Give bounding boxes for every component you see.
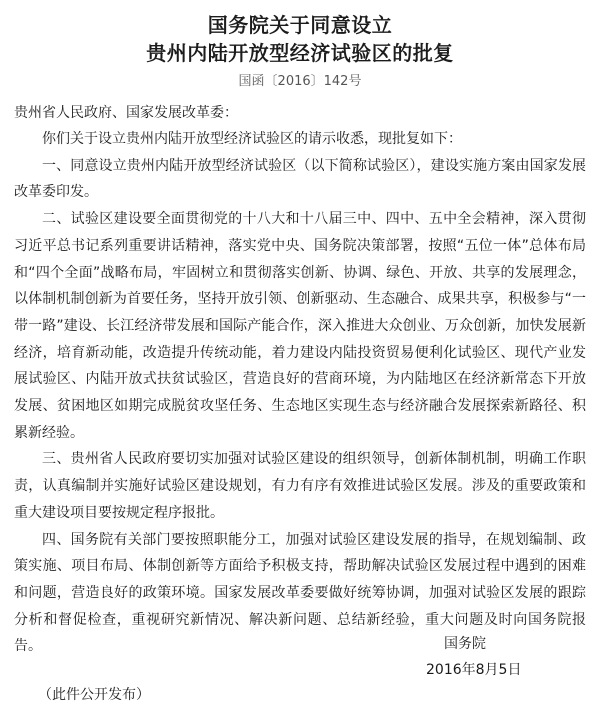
paragraph-intro: 你们关于设立贵州内陆开放型经济试验区的请示收悉，现批复如下：: [42, 131, 462, 147]
document-body: [14, 126, 586, 660]
paragraph-item-3: 三、贵州省人民政府要切实加强对试验区建设的组织领导，创新体制机制，明确工作职责，认真编制并实施好试验区建设规划，有力有序有效推进试验区发展。涉及的重要政策和重大建设项目要按规定程序报批。: [14, 451, 586, 521]
paragraph-item-4: 四、国务院有关部门要按照职能分工，加强对试验区建设发展的指导，在规划编制、政策实施、项目布局、体制创新等方面给予积极支持，帮助解决试验区发展过程中遇到的困难和问题，营造良好的政策环境。国家发展改革委要做好统筹协调，加强对试验区发展的跟踪分析和督促检查，重视研究新情况、解决新问题、总结新经验，重大问题及时向国务院报告。: [14, 531, 586, 655]
publication-note: （此件公开发布）: [38, 687, 150, 703]
document-number: 国函〔2016〕142号: [238, 74, 362, 89]
paragraph-item-2: 二、试验区建设要全面贯彻党的十八大和十八届三中、四中、五中全会精神，深入贯彻习近平总书记系列重要讲话精神，落实党中央、国务院决策部署，按照“五位一体”总体布局和“四个全面”战略布局，牢固树立和贯彻落实创新、协调、绿色、开放、共享的发展理念，以体制机制创新为首要任务，坚持开放引领、创新驱动、生态融合、成果共享，积极参与“一带一路”建设、长江经济带发展和国际产能合作，深入推进大众创业、万众创新，加快发展新经济，培育新动能，改造提升传统动能，着力建设内陆投资贸易便利化试验区、现代产业发展试验区、内陆开放式扶贫试验区，营造良好的营商环境，为内陆地区在经济新常态下开放发展、贫困地区如期完成脱贫攻坚任务、生态地区实现生态与经济融合发展探索新路径、积累新经验。: [14, 211, 586, 441]
document-title-line-1: 国务院关于同意设立: [207, 13, 393, 37]
signature-date: 2016年8月5日: [426, 662, 522, 678]
paragraph-item-1: 一、同意设立贵州内陆开放型经济试验区（以下简称试验区），建设实施方案由国家发展改革委印发。: [14, 157, 586, 201]
document-title-line-2: 贵州内陆开放型经济试验区的批复: [146, 41, 454, 65]
salutation: 贵州省人民政府、国家发展改革委：: [14, 105, 238, 121]
signature-issuer: 国务院: [444, 636, 486, 652]
